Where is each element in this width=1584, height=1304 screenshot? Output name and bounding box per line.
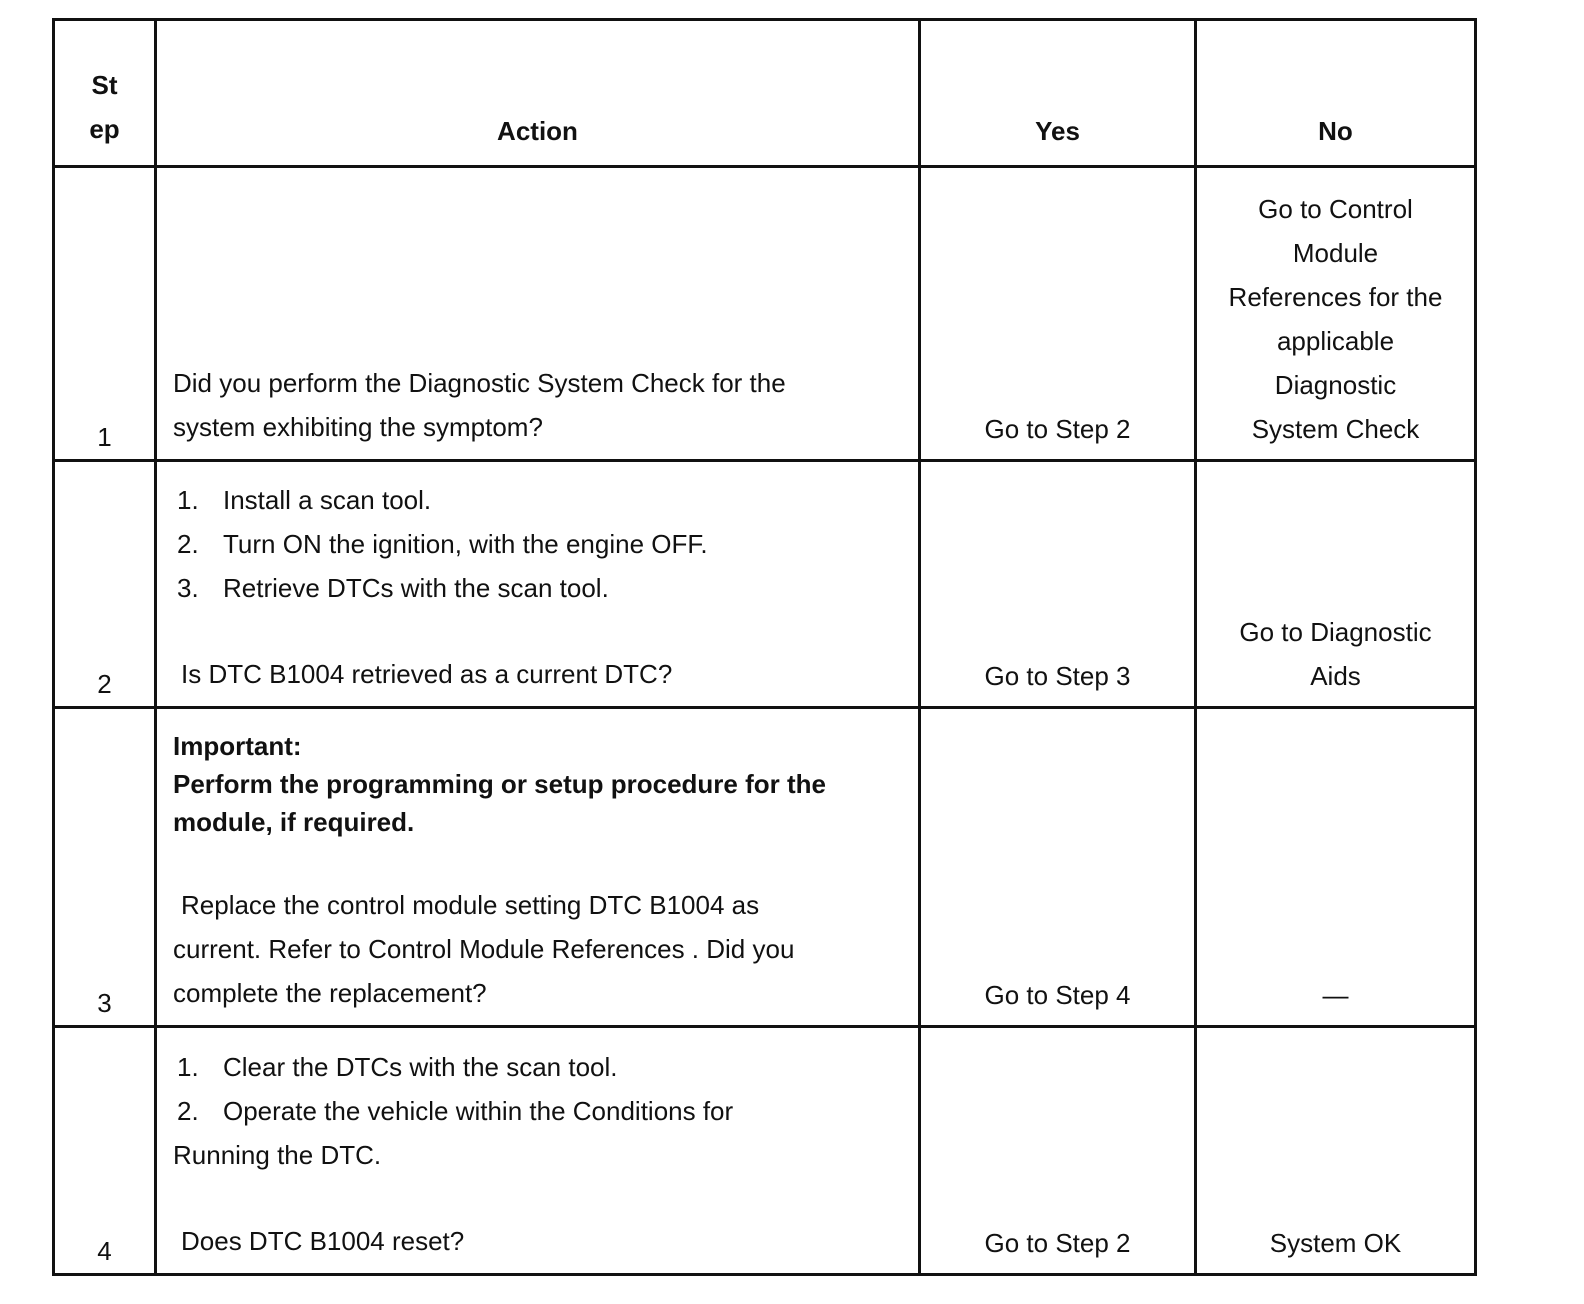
- no-text: Go to Diagnostic: [1239, 617, 1432, 647]
- action-cell: [156, 461, 920, 708]
- diagnostic-table: [52, 18, 1477, 1276]
- list-item: [173, 1089, 908, 1133]
- spacer: [173, 610, 908, 652]
- list-text: Turn ON the ignition, with the engine OFF.: [223, 529, 708, 559]
- question-text: Does DTC B1004 reset?: [181, 1226, 465, 1256]
- no-text: Go to Control: [1258, 194, 1413, 224]
- yes-result: Go to Step 3: [920, 461, 1196, 708]
- no-text: References for the: [1228, 282, 1443, 312]
- action-text: Did you perform the Diagnostic System Check for the: [173, 368, 786, 398]
- list-item: [173, 1045, 908, 1089]
- list-text: Install a scan tool.: [223, 485, 432, 515]
- spacer: [173, 1177, 908, 1219]
- list-number: 1.: [177, 1052, 199, 1082]
- no-text: Diagnostic: [1274, 370, 1397, 400]
- header-step-line2: ep: [89, 114, 120, 144]
- header-step-line1: St: [91, 70, 118, 100]
- yes-result: Go to Step 2: [920, 1027, 1196, 1275]
- table-row: [54, 461, 1476, 708]
- important-text: Perform the programming or setup procedure for the: [173, 769, 826, 799]
- no-result: [1196, 461, 1476, 708]
- header-action: Action: [156, 20, 920, 167]
- list-text: Operate the vehicle within the Conditions for: [223, 1096, 734, 1126]
- important-note: [173, 727, 908, 841]
- list-item: [173, 566, 908, 610]
- header-step: [54, 20, 156, 167]
- list-number: 2.: [177, 529, 199, 559]
- no-text: Aids: [1310, 661, 1361, 691]
- question-text: Is DTC B1004 retrieved as a current DTC?: [181, 659, 673, 689]
- yes-result: Go to Step 2: [920, 167, 1196, 461]
- action-text: complete the replacement?: [173, 978, 487, 1008]
- action-cell: [156, 708, 920, 1027]
- no-result: [1196, 167, 1476, 461]
- table-row: [54, 167, 1476, 461]
- action-text: current. Refer to Control Module References . Did you: [173, 934, 795, 964]
- list-number: 3.: [177, 573, 199, 603]
- action-cell: [156, 167, 920, 461]
- no-result: System OK: [1196, 1027, 1476, 1275]
- list-number: 1.: [177, 485, 199, 515]
- action-text: Replace the control module setting DTC B1004 as: [181, 890, 760, 920]
- list-text: Retrieve DTCs with the scan tool.: [223, 573, 609, 603]
- table-row: [54, 1027, 1476, 1275]
- step-number: 3: [54, 708, 156, 1027]
- list-text: Clear the DTCs with the scan tool.: [223, 1052, 618, 1082]
- no-result: —: [1196, 708, 1476, 1027]
- no-text: Module: [1292, 238, 1379, 268]
- yes-result: Go to Step 4: [920, 708, 1196, 1027]
- list-number: 2.: [177, 1096, 199, 1126]
- step-number: 2: [54, 461, 156, 708]
- header-yes: Yes: [920, 20, 1196, 167]
- list-continuation: Running the DTC.: [173, 1140, 382, 1170]
- table-row: [54, 708, 1476, 1027]
- no-text: applicable: [1276, 326, 1395, 356]
- step-number: 1: [54, 167, 156, 461]
- list-item: [173, 522, 908, 566]
- list-item: [173, 478, 908, 522]
- step-number: 4: [54, 1027, 156, 1275]
- spacer: [173, 841, 908, 883]
- header-no: No: [1196, 20, 1476, 167]
- important-text: module, if required.: [173, 807, 415, 837]
- table-header-row: [54, 20, 1476, 167]
- important-label: Important:: [173, 731, 302, 761]
- action-cell: [156, 1027, 920, 1275]
- action-text: system exhibiting the symptom?: [173, 412, 543, 442]
- no-text: System Check: [1251, 414, 1420, 444]
